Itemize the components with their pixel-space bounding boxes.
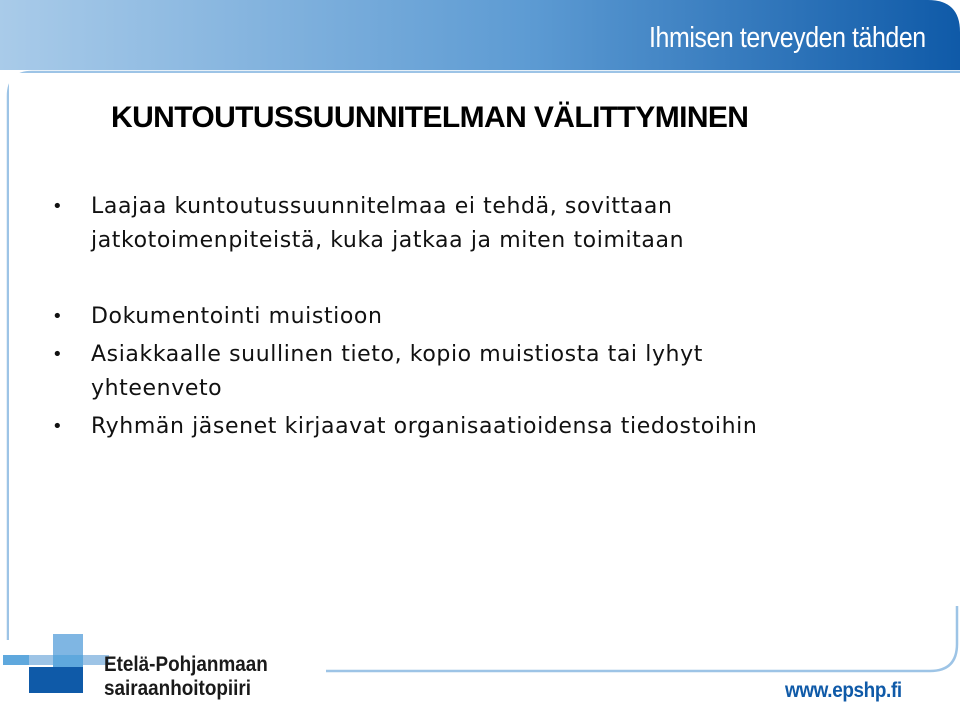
organization-logo-text bbox=[104, 653, 268, 701]
bullet-line: Ryhmän jäsenet kirjaavat organisaatioidensa tiedostoihin bbox=[91, 414, 758, 439]
website-link[interactable]: www.epshp.fi bbox=[785, 679, 902, 702]
bullet-line: yhteenveto bbox=[91, 376, 223, 401]
bullet-line: Asiakkaalle suullinen tieto, kopio muistiosta tai lyhyt bbox=[91, 342, 703, 367]
bullet-list bbox=[52, 190, 932, 444]
bullet-line: jatkotoimenpiteistä, kuka jatkaa ja miten toimitaan bbox=[91, 228, 685, 253]
bullet-item bbox=[52, 410, 932, 444]
bullet-item bbox=[52, 300, 932, 334]
bullet-marker: • bbox=[52, 306, 64, 327]
bullet-line: Dokumentointi muistioon bbox=[91, 304, 383, 329]
bullet-item bbox=[52, 338, 932, 406]
header-slogan: Ihmisen terveyden tähden bbox=[649, 22, 926, 54]
logo-line-1: Etelä-Pohjanmaan bbox=[104, 653, 268, 676]
bullet-marker: • bbox=[52, 344, 64, 365]
slide-title: KUNTOUTUSSUUNNITELMAN VÄLITTYMINEN bbox=[111, 101, 749, 134]
bullet-item bbox=[52, 190, 932, 258]
logo-line-2: sairaanhoitopiiri bbox=[104, 677, 252, 700]
bullet-line: Laajaa kuntoutussuunnitelmaa ei tehdä, sovittaan bbox=[91, 194, 673, 219]
bullet-marker: • bbox=[52, 196, 64, 217]
bullet-marker: • bbox=[52, 416, 64, 437]
